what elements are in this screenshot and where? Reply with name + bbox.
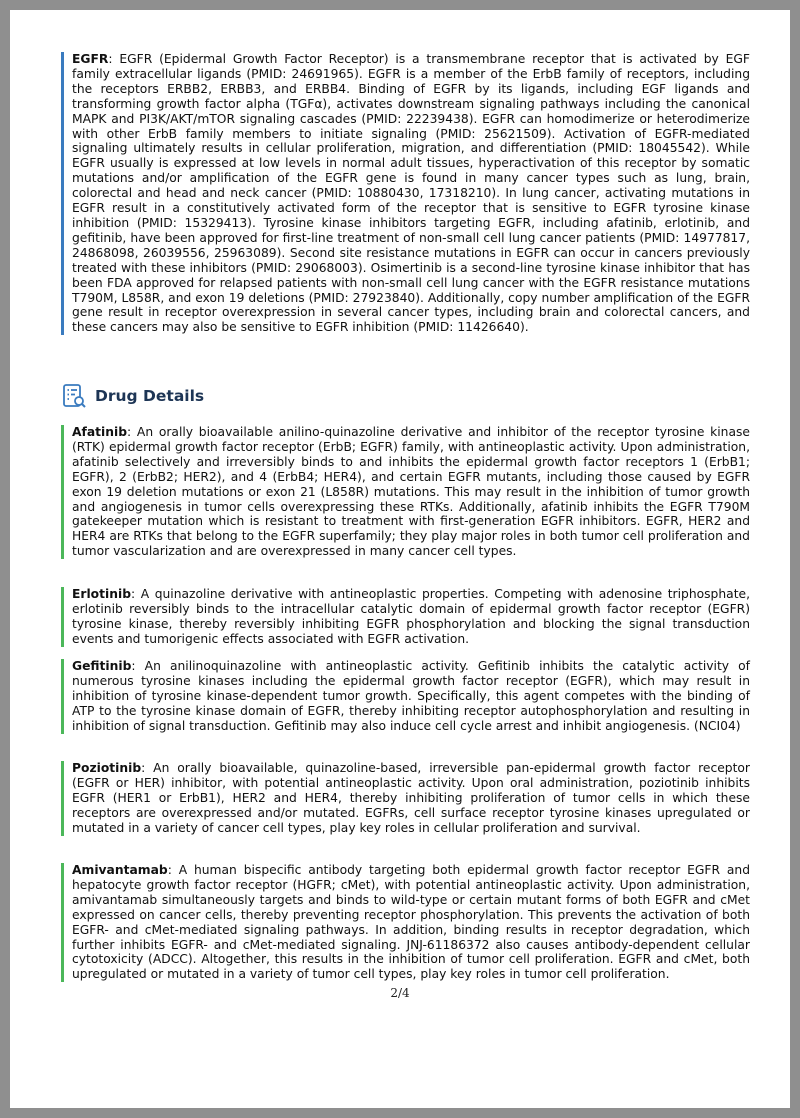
section-title: Drug Details [95, 387, 205, 405]
drug-description: : An anilinoquinazoline with antineoplastic activity. Gefitinib inhibits the catalytic activity of numerous tyrosine kinases including the epidermal growth factor receptor (EGFR), which may result in inhibition of tyrosine kinase-dependent tumor growth. Specifically, this agent competes with the binding of ATP to the tyrosine kinase domain of EGFR, thereby inhibiting receptor autophosphorylation and resulting in inhibition of signal transduction. Gefitinib may also induce cell cycle arrest and inhibit angiogenesis. (NCI04) [72, 659, 750, 733]
gene-name: EGFR [72, 52, 109, 66]
document-page [10, 10, 790, 1108]
gene-summary-block [61, 52, 750, 335]
drug-entry-erlotinib [61, 587, 750, 647]
drug-list-search-icon [61, 383, 87, 409]
drug-entry-afatinib [61, 425, 750, 559]
drug-name: Afatinib [72, 425, 128, 439]
drug-name: Amivantamab [72, 863, 168, 877]
drug-description: : A human bispecific antibody targeting both epidermal growth factor receptor EGFR and hepatocyte growth factor receptor (HGFR; cMet), with potential antineoplastic activity. Upon administration, amivantamab simultaneously targets and binds to wild-type or certain mutant forms of both EGFR and cMet expressed on cancer cells, thereby preventing receptor phosphorylation. This prevents the activation of both EGFR- and cMet-mediated signaling pathways. In addition, binding results in receptor degradation, which further inhibits EGFR- and cMet-mediated signaling. JNJ-61186372 also causes antibody-dependent cellular cytotoxicity (ADCC). Altogether, this results in the inhibition of tumor cell proliferation. EGFR and cMet, both upregulated or mutated in a variety of tumor cell types, play key roles in tumor cell proliferation. [72, 863, 750, 982]
gene-description: : EGFR (Epidermal Growth Factor Receptor) is a transmembrane receptor that is activated by EGF family extracellular ligands (PMID: 24691965). EGFR is a member of the ErbB family of receptors, including the receptors ERBB2, ERBB3, and ERBB4. Binding of EGFR by its ligands, including EGF ligands and transforming growth factor alpha (TGFα), activates downstream signaling pathways including the canonical MAPK and PI3K/AKT/mTOR signaling cascades (PMID: 22239438). EGFR can homodimerize or heterodimerize with other ErbB family members to initiate signaling (PMID: 25621509). Activation of EGFR-mediated signaling ultimately results in cellular proliferation, migration, and differentiation (PMID: 18045542). While EGFR usually is expressed at low levels in normal adult tissues, hyperactivation of this receptor by somatic mutations and/or amplification of the EGFR gene is found in many cancer types such as lung, brain, colorectal and head and neck cancer (PMID: 10880430, 17318210). In lung cancer, activating mutations in EGFR result in a constitutively activated form of the receptor that is sensitive to EGFR tyrosine kinase inhibition (PMID: 15329413). Tyrosine kinase inhibitors targeting EGFR, including afatinib, erlotinib, and gefitinib, have been approved for first-line treatment of non-small cell lung cancer patients (PMID: 14977817, 24868098, 26039556, 25963089). Second site resistance mutations in EGFR can occur in cancers previously treated with these inhibitors (PMID: 29068003). Osimertinib is a second-line tyrosine kinase inhibitor that has been FDA approved for relapsed patients with non-small cell lung cancer with the EGFR resistance mutations T790M, L858R, and exon 19 deletions (PMID: 27923840). Additionally, copy number amplification of the EGFR gene result in receptor overexpression in several cancer types, including brain and colorectal cancers, and these cancers may also be sensitive to EGFR inhibition (PMID: 11426640). [72, 52, 750, 335]
drug-description: : A quinazoline derivative with antineoplastic properties. Competing with adenosine triphosphate, erlotinib reversibly binds to the intracellular catalytic domain of epidermal growth factor receptor (EGFR) tyrosine kinase, thereby reversibly inhibiting EGFR phosphorylation and blocking the signal transduction events and tumorigenic effects associated with EGFR activation. [72, 587, 750, 646]
page-number: 2/4 [390, 986, 410, 1000]
drug-entry-amivantamab [61, 863, 750, 982]
drug-text [72, 425, 750, 559]
drug-name: Gefitinib [72, 659, 132, 673]
drug-details-header [61, 383, 204, 409]
drug-text [72, 587, 750, 647]
drug-description: : An orally bioavailable, quinazoline-based, irreversible pan-epidermal growth factor receptor (EGFR or HER) inhibitor, with potential antineoplastic activity. Upon oral administration, poziotinib inhibits EGFR (HER1 or ErbB1), HER2 and HER4, thereby inhibiting proliferation of tumor cells in which these receptors are overexpressed and/or mutated. EGFRs, cell surface receptor tyrosine kinases upregulated or mutated in a variety of cancer cell types, play key roles in cellular proliferation and survival. [72, 761, 750, 835]
drug-text [72, 659, 750, 734]
drug-text [72, 761, 750, 836]
drug-name: Erlotinib [72, 587, 131, 601]
drug-text [72, 863, 750, 982]
drug-entry-poziotinib [61, 761, 750, 836]
drug-name: Poziotinib [72, 761, 142, 775]
drug-description: : An orally bioavailable anilino-quinazoline derivative and inhibitor of the receptor tyrosine kinase (RTK) epidermal growth factor receptor (ErbB; EGFR) family, with antineoplastic activity. Upon administration, afatinib selectively and irreversibly binds to and inhibits the epidermal growth factor receptors 1 (ErbB1; EGFR), 2 (ErbB2; HER2), and 4 (ErbB4; HER4), and certain EGFR mutants, including those caused by EGFR exon 19 deletion mutations or exon 21 (L858R) mutations. This may result in the inhibition of tumor growth and angiogenesis in tumor cells overexpressing these RTKs. Additionally, afatinib inhibits the EGFR T790M gatekeeper mutation which is resistant to treatment with first-generation EGFR inhibitors. EGFR, HER2 and HER4 are RTKs that belong to the EGFR superfamily; they play major roles in both tumor cell proliferation and tumor vascularization and are overexpressed in many cancer cell types. [72, 425, 750, 559]
gene-summary-text [72, 52, 750, 335]
drug-entry-gefitinib [61, 659, 750, 734]
